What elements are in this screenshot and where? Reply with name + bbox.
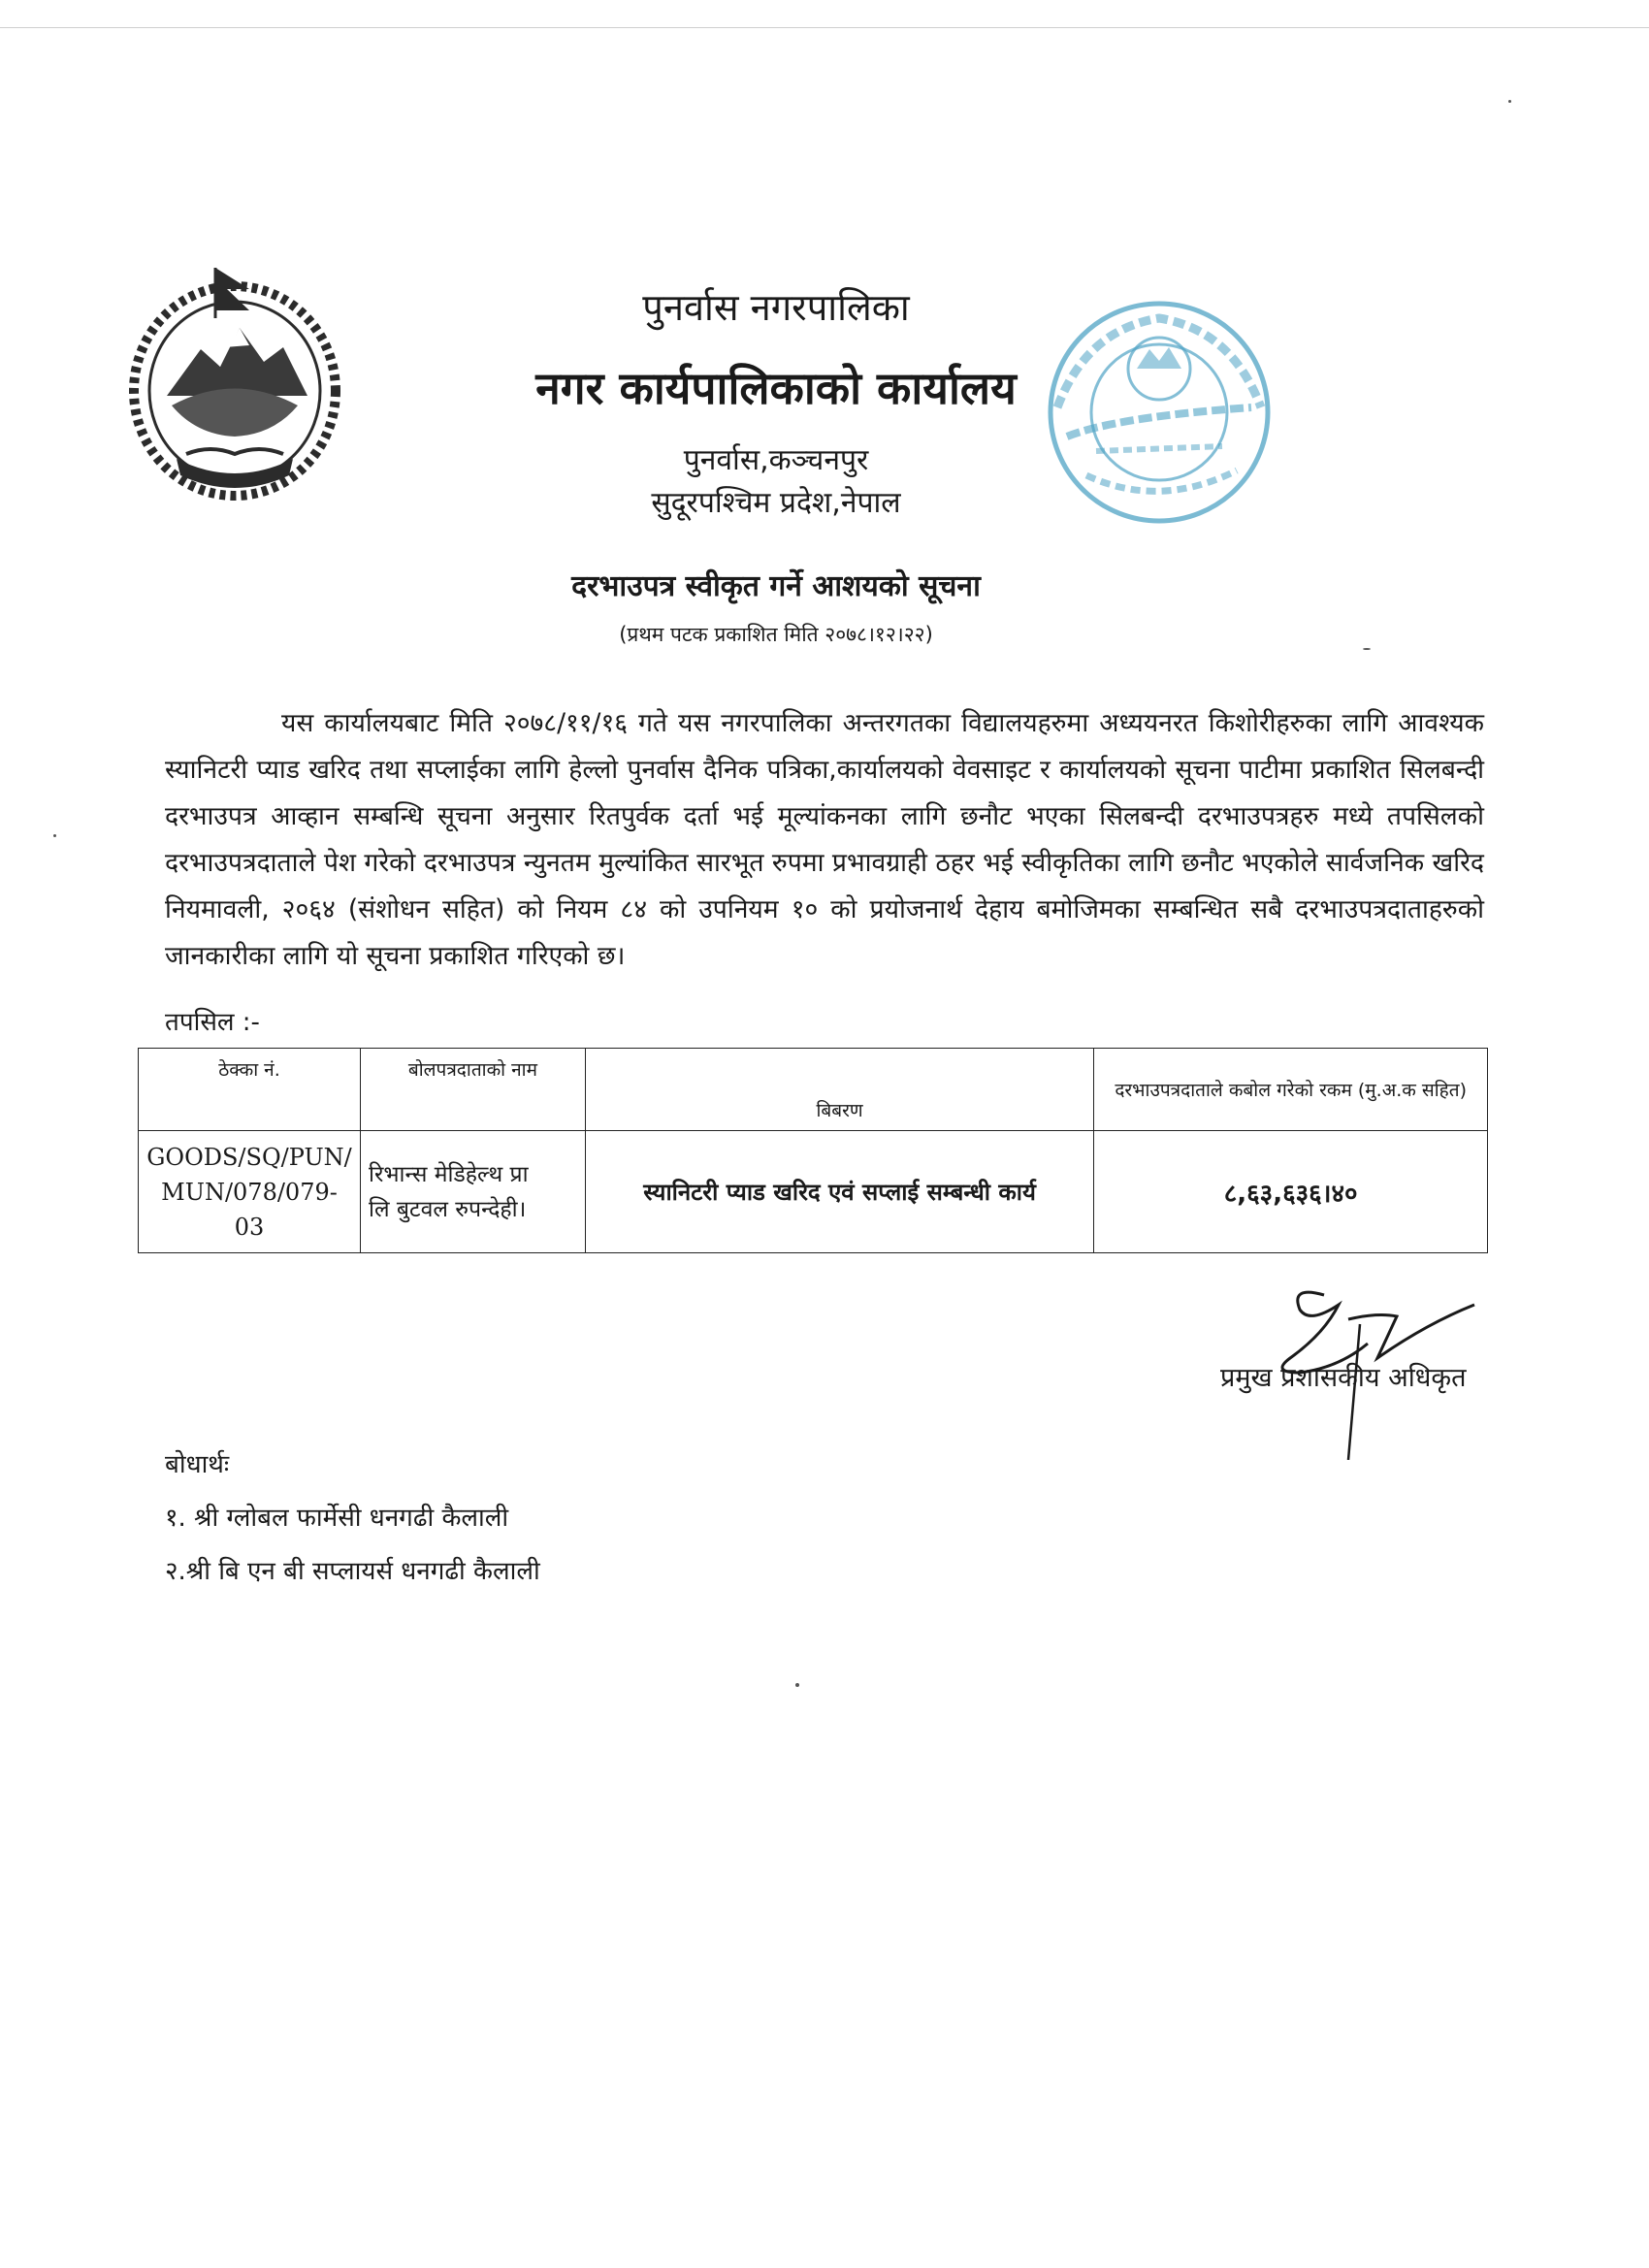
cc-item: २.श्री बि एन बी सप्लायर्स धनगढी कैलाली	[165, 1557, 540, 1586]
cell-bidder	[360, 1131, 585, 1253]
header-description: बिबरण	[585, 1049, 1093, 1131]
office-address: पुनर्वास,कञ्चनपुर	[683, 443, 869, 477]
cc-label: बोधार्थः	[165, 1450, 230, 1479]
details-label: तपसिल :-	[165, 1008, 260, 1037]
signatory-title: प्रमुख प्रशासकीय अधिकृत	[1220, 1363, 1467, 1393]
header-bidder: बोलपत्रदाताको नाम	[360, 1049, 585, 1131]
award-table	[138, 1048, 1488, 1253]
scan-speck	[1363, 648, 1371, 650]
header-contract-no: ठेक्का नं.	[139, 1049, 361, 1131]
cell-amount: ८,६३,६३६।४०	[1094, 1131, 1488, 1253]
contract-no-line: MUN/078/079-03	[161, 1178, 338, 1241]
nepal-emblem-icon	[118, 260, 351, 502]
bidder-line: लि बुटवल रुपन्देही।	[368, 1196, 527, 1222]
office-province: सुदूरपश्चिम प्रदेश,नेपाल	[651, 486, 901, 520]
notice-paragraph: यस कार्यालयबाट मिति २०७८/११/१६ गते यस नगरपालिका अन्तरगतका विद्यालयहरुमा अध्ययनरत किशोरीहरुका लागि आवश्यक स्यानिटरी प्याड खरिद तथा सप्लाईका लागि हेल्लो पुनर्वास दैनिक पत्रिका,कार्यालयको वेवसाइट र कार्यालयको सूचना पाटीमा प्रकाशित सिलबन्दी दरभाउपत्र आव्हान सम्बन्धि सूचना अनुसार रितपुर्वक दर्ता भई मूल्यांकनका लागि छनौट भएका सिलबन्दी दरभाउपत्रहरु मध्ये तपसिलको दरभाउपत्रदाताले पेश गरेको दरभाउपत्र न्युनतम मुल्यांकित सारभूत रुपमा प्रभावग्राही ठहर भई स्वीकृतिका लागि छनौट भएकोले सार्वजनिक खरिद नियमावली, २०६४ (संशोधन सहित) को नियम ८४ को उपनियम १० को प्रयोजनार्थ देहाय बमोजिमका सम्बन्धित सबै दरभाउपत्रदाताहरुको जानकारीका लागि यो सूचना प्रकाशित गरिएको छ।	[165, 708, 1484, 971]
table-row	[139, 1131, 1488, 1253]
notice-title: दरभाउपत्र स्वीकृत गर्ने आशयको सूचना	[571, 569, 981, 603]
notice-subtitle: (प्रथम पटक प्रकाशित मिति २०७८।१२।२२)	[619, 623, 933, 646]
page-top-line	[0, 27, 1649, 28]
cell-description: स्यानिटरी प्याड खरिद एवं सप्लाई सम्बन्धी कार्य	[585, 1131, 1093, 1253]
office-name: नगर कार्यपालिकाको कार्यालय	[535, 362, 1017, 414]
cell-contract-no	[139, 1131, 361, 1253]
scan-speck	[1508, 100, 1511, 103]
scan-speck	[53, 834, 56, 837]
scan-speck	[795, 1683, 799, 1687]
table-header-row	[139, 1049, 1488, 1131]
municipality-name: पुनर्वास नगरपालिका	[642, 286, 910, 329]
header-amount: दरभाउपत्रदाताले कबोल गरेको रकम (मु.अ.क सहित)	[1094, 1049, 1488, 1131]
cc-item: १. श्री ग्लोबल फार्मेसी धनगढी कैलाली	[165, 1504, 509, 1533]
contract-no-line: GOODS/SQ/PUN/	[146, 1143, 352, 1171]
bidder-line: रिभान्स मेडिहेल्थ प्रा	[368, 1161, 529, 1187]
notice-body	[165, 700, 1484, 980]
